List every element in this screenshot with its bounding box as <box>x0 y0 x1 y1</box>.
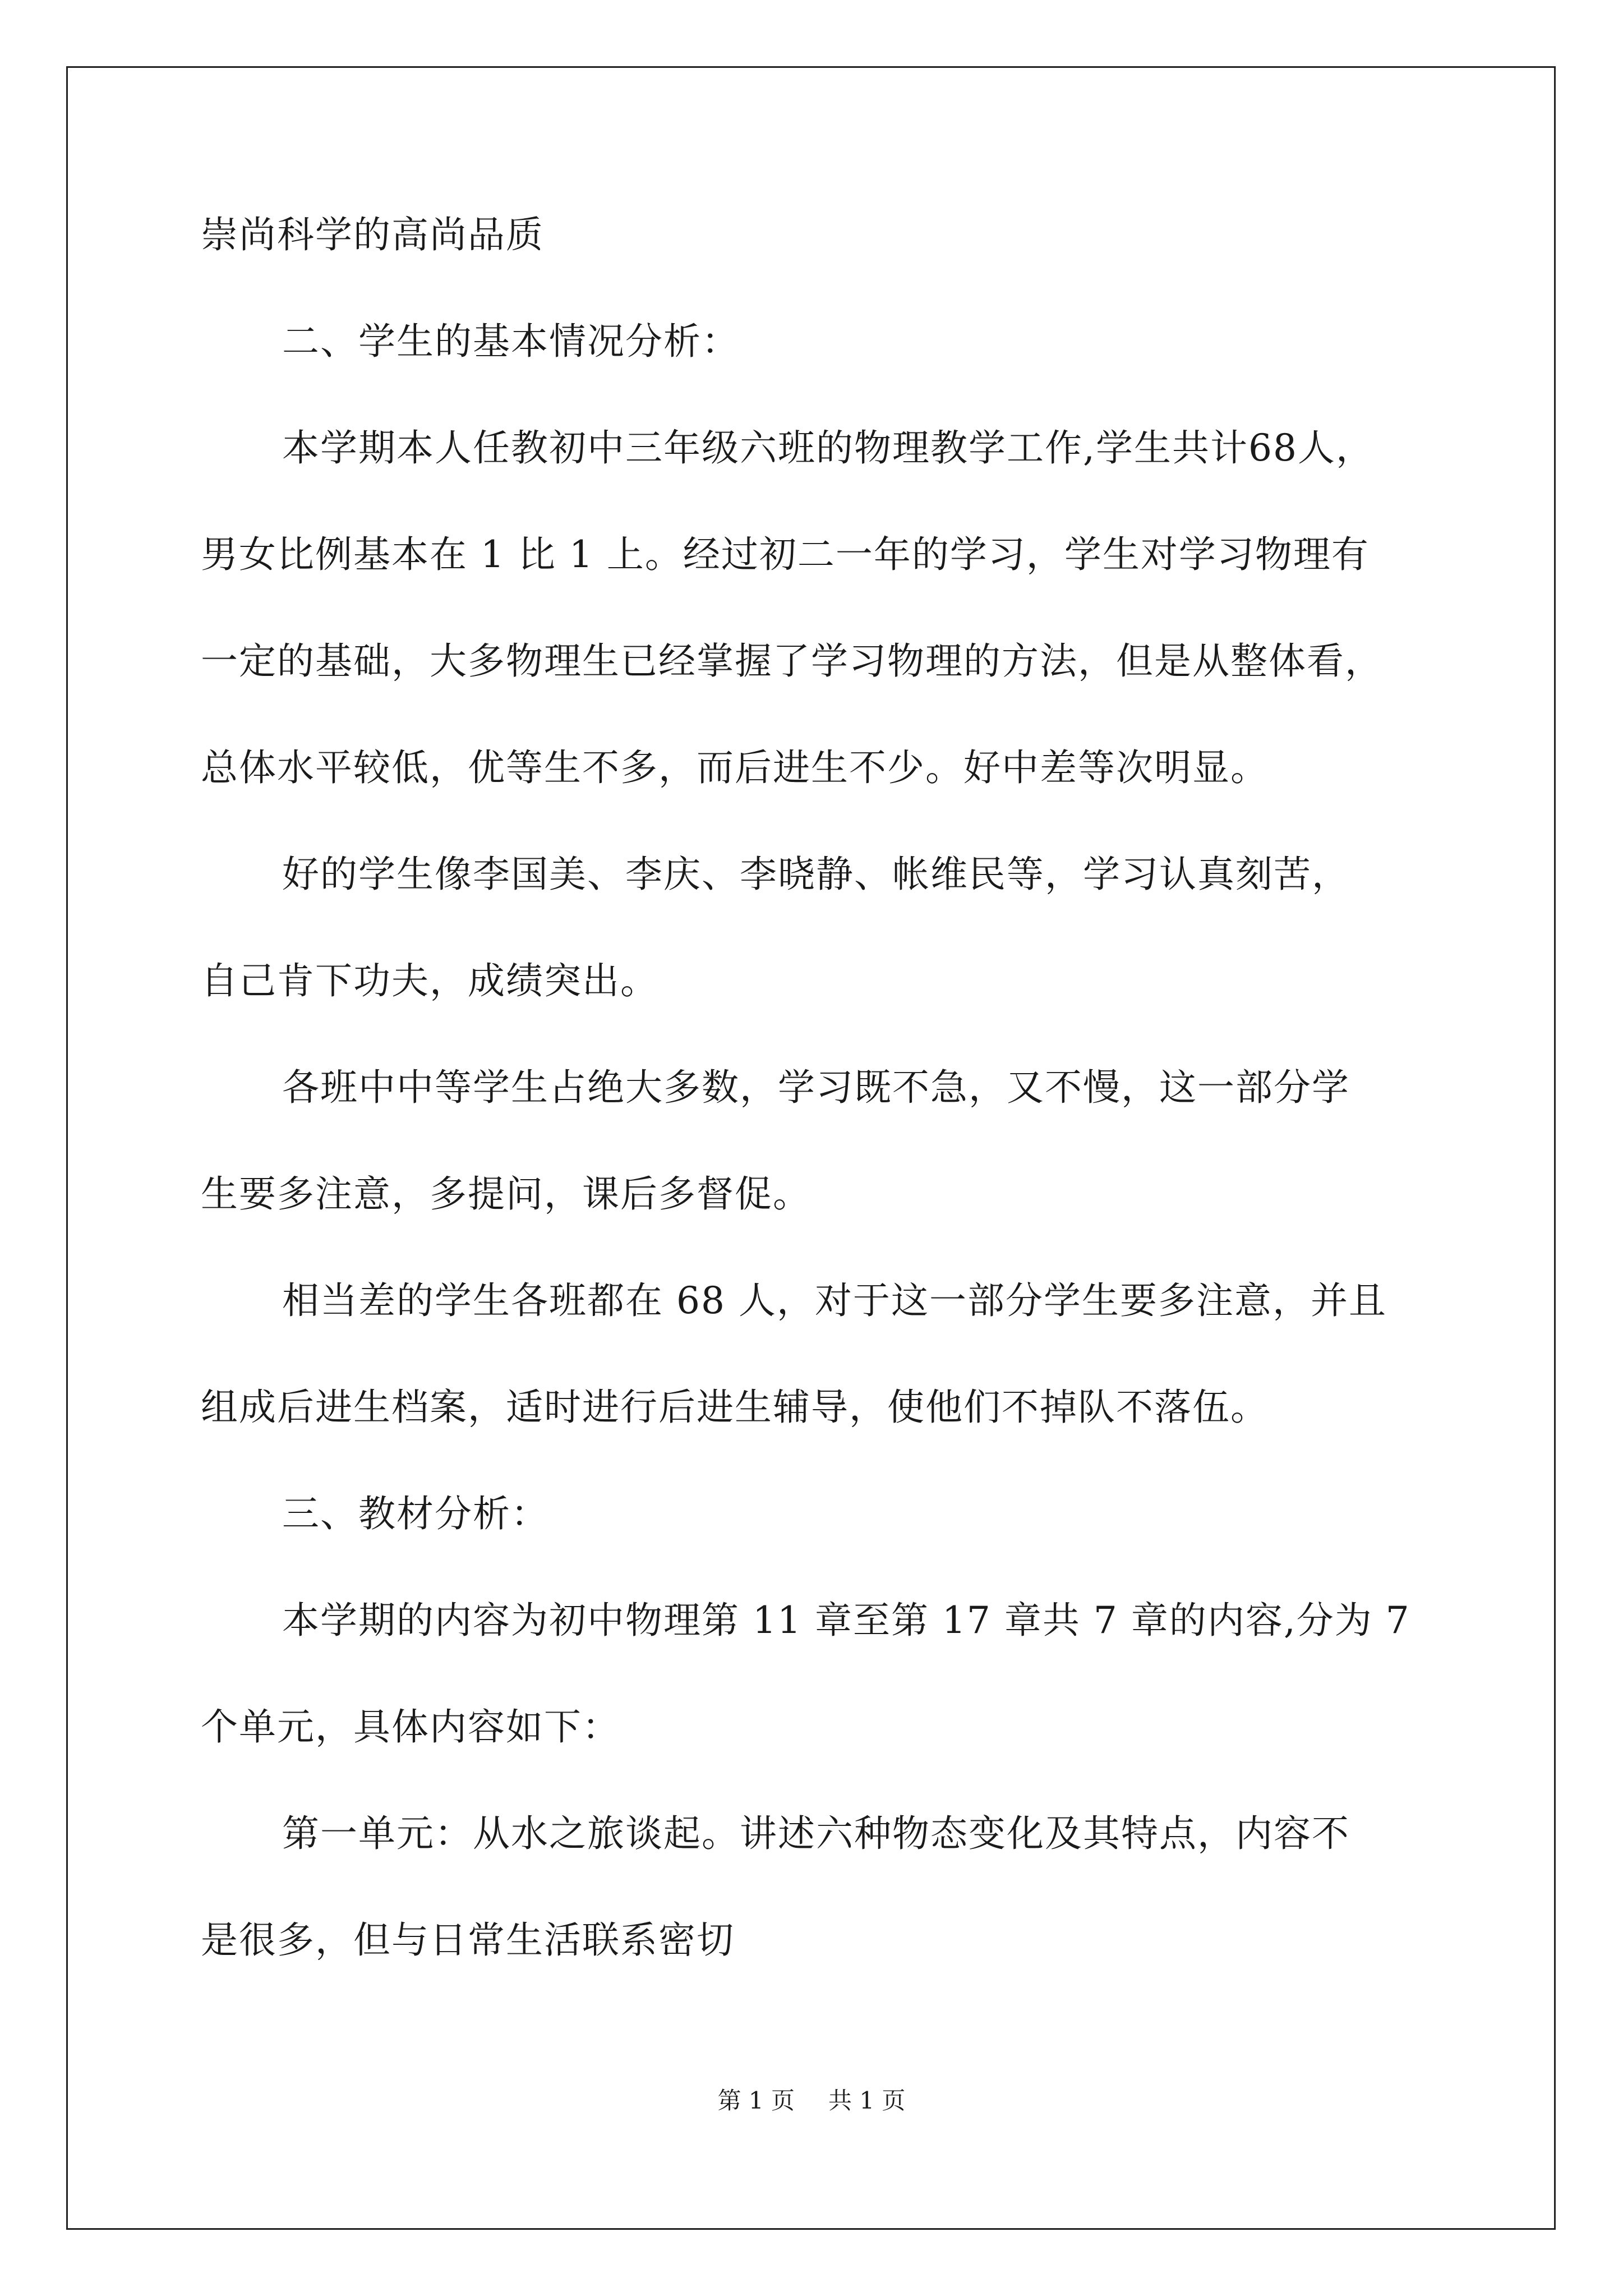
section-heading: 三、教材分析： <box>282 1492 549 1535</box>
text-line: 组成后进生档案，适时进行后进生辅导，使他们不掉队不落伍。 <box>201 1386 1269 1429</box>
text-line: 各班中中等学生占绝大多数，学习既不急，又不慢，这一部分学 <box>282 1066 1350 1109</box>
text-line: 本学期的内容为初中物理第 11 章至第 17 章共 7 章的内容,分为 7 <box>282 1599 1410 1642</box>
text-line: 个单元，具体内容如下： <box>201 1705 620 1749</box>
text-line: 本学期本人任教初中三年级六班的物理教学工作,学生共计68人， <box>282 426 1374 470</box>
text-line: 相当差的学生各班都在 68 人，对于这一部分学生要多注意，并且 <box>282 1279 1387 1322</box>
text-line: 总体水平较低，优等生不多，而后进生不少。好中差等次明显。 <box>201 746 1269 789</box>
text-line: 是很多，但与日常生活联系密切 <box>201 1918 735 1962</box>
text-line: 生要多注意，多提问，课后多督促。 <box>201 1172 811 1216</box>
section-heading: 二、学生的基本情况分析： <box>282 320 740 363</box>
text-line: 男女比例基本在 1 比 1 上。经过初二一年的学习，学生对学习物理有 <box>201 533 1370 576</box>
text-line: 一定的基础，大多物理生已经掌握了学习物理的方法，但是从整体看， <box>201 639 1383 683</box>
page-number: 第 1 页 <box>717 2087 795 2114</box>
page-footer <box>0 2084 1623 2118</box>
text-line: 第一单元：从水之旅谈起。讲述六种物态变化及其特点，内容不 <box>282 1812 1350 1855</box>
page-border <box>66 66 1556 2230</box>
text-line: 好的学生像李国美、李庆、李晓静、帐维民等，学习认真刻苦， <box>282 853 1350 896</box>
page-total: 共 1 页 <box>828 2087 906 2114</box>
text-line: 崇尚科学的高尚品质 <box>201 213 544 256</box>
text-line: 自己肯下功夫，成绩突出。 <box>201 959 658 1002</box>
